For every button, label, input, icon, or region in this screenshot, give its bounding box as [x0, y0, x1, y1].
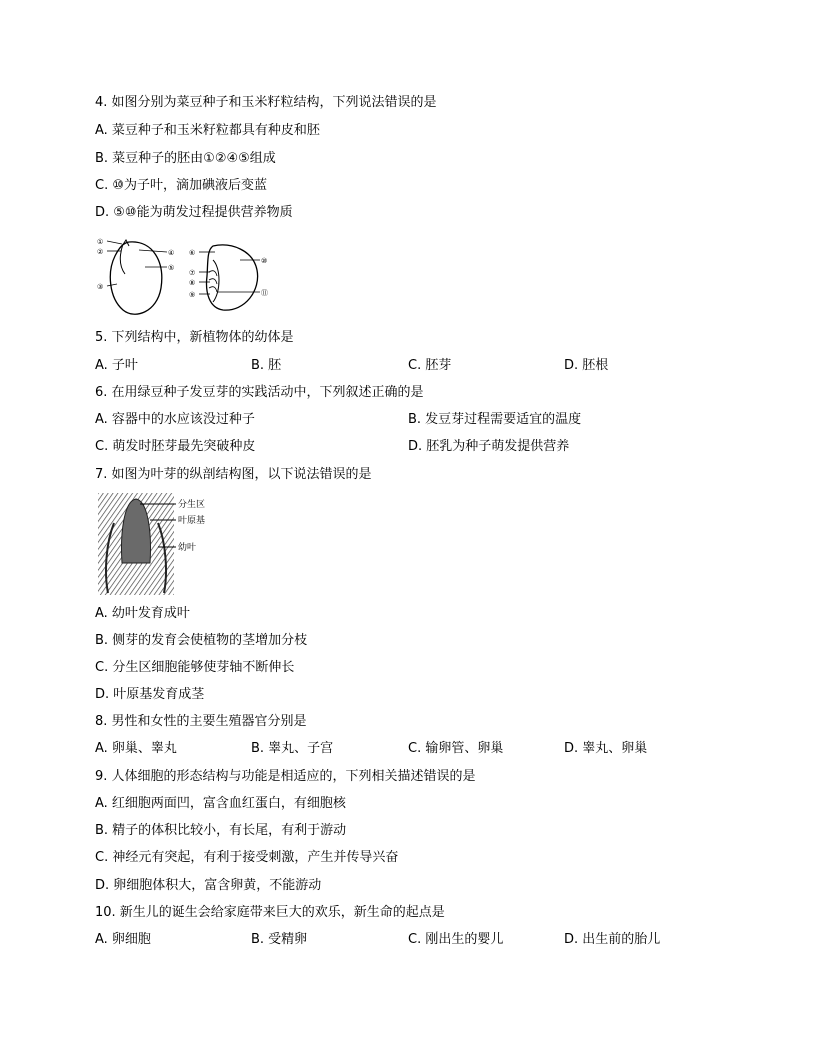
bean-label-4: ④	[168, 249, 175, 257]
question-6-option-b: B. 发豆芽过程需要适宜的温度	[408, 412, 582, 427]
bean-seed-outline	[110, 242, 161, 314]
question-9-option-d: D. 卵细胞体积大，富含卵黄，不能游动	[95, 878, 322, 893]
bean-label-1: ①	[97, 238, 104, 246]
corn-label-11: ⑪	[261, 289, 268, 297]
corn-label-7: ⑦	[189, 269, 196, 277]
question-5-option-d: D. 胚根	[564, 358, 609, 373]
bean-label-3: ③	[97, 283, 104, 291]
bud-label-leaf-primordium: 叶原基	[178, 516, 206, 526]
corn-label-6: ⑥	[189, 249, 196, 257]
question-4-stem: 4. 如图分别为菜豆种子和玉米籽粒结构，下列说法错误的是	[95, 95, 437, 110]
question-7-option-c: C. 分生区细胞能够使芽轴不断伸长	[95, 660, 295, 675]
bean-label-5: ⑤	[168, 264, 175, 272]
question-10-option-c: C. 刚出生的婴儿	[408, 932, 504, 947]
question-4-option-a: A. 菜豆种子和玉米籽粒都具有种皮和胚	[95, 123, 320, 138]
question-9-option-b: B. 精子的体积比较小，有长尾，有利于游动	[95, 823, 347, 838]
question-6-stem: 6. 在用绿豆种子发豆芽的实践活动中，下列叙述正确的是	[95, 385, 424, 400]
question-5-option-c: C. 胚芽	[408, 358, 452, 373]
question-10-option-a: A. 卵细胞	[95, 932, 151, 947]
question-8-option-d: D. 睾丸、卵巢	[564, 741, 648, 756]
seed-structure-figure	[95, 232, 275, 320]
bean-embryo-line	[120, 244, 125, 274]
question-9-option-c: C. 神经元有突起，有利于接受刺激，产生并传导兴奋	[95, 850, 399, 865]
question-10-stem: 10. 新生儿的诞生会给家庭带来巨大的欢乐，新生命的起点是	[95, 905, 445, 920]
bud-label-meristem: 分生区	[178, 500, 206, 510]
corn-label-9: ⑨	[189, 291, 196, 299]
question-8-stem: 8. 男性和女性的主要生殖器官分别是	[95, 714, 307, 729]
question-10-option-b: B. 受精卵	[251, 932, 308, 947]
question-7-option-a: A. 幼叶发育成叶	[95, 606, 190, 621]
question-10-option-d: D. 出生前的胎儿	[564, 932, 661, 947]
question-8-option-c: C. 输卵管、卵巢	[408, 741, 504, 756]
question-6-option-d: D. 胚乳为种子萌发提供营养	[408, 439, 570, 454]
bean-label-2: ②	[97, 248, 104, 256]
corn-label-10: ⑩	[261, 257, 268, 265]
question-9-stem: 9. 人体细胞的形态结构与功能是相适应的，下列相关描述错误的是	[95, 769, 476, 784]
corn-label-8: ⑧	[189, 279, 196, 287]
question-4-option-c: C. ⑩为子叶，滴加碘液后变蓝	[95, 178, 267, 193]
question-7-option-d: D. 叶原基发育成茎	[95, 687, 205, 702]
question-5-stem: 5. 下列结构中，新植物体的幼体是	[95, 330, 294, 345]
question-9-option-a: A. 红细胞两面凹，富含血红蛋白，有细胞核	[95, 796, 346, 811]
question-4-option-d: D. ⑤⑩能为萌发过程提供营养物质	[95, 205, 293, 220]
question-7-stem: 7. 如图为叶芽的纵剖结构图，以下说法错误的是	[95, 467, 372, 482]
question-7-option-b: B. 侧芽的发育会使植物的茎增加分枝	[95, 633, 308, 648]
corn-embryo-detail	[209, 271, 217, 292]
bud-label-young-leaf: 幼叶	[178, 543, 197, 553]
question-8-option-b: B. 睾丸、子宫	[251, 741, 334, 756]
question-8-option-a: A. 卵巢、睾丸	[95, 741, 177, 756]
bud-structure-figure	[98, 493, 218, 595]
question-6-option-a: A. 容器中的水应该没过种子	[95, 412, 255, 427]
question-6-option-c: C. 萌发时胚芽最先突破种皮	[95, 439, 256, 454]
question-5-option-a: A. 子叶	[95, 358, 138, 373]
question-5-option-b: B. 胚	[251, 358, 282, 373]
question-4-option-b: B. 菜豆种子的胚由①②④⑤组成	[95, 151, 276, 166]
